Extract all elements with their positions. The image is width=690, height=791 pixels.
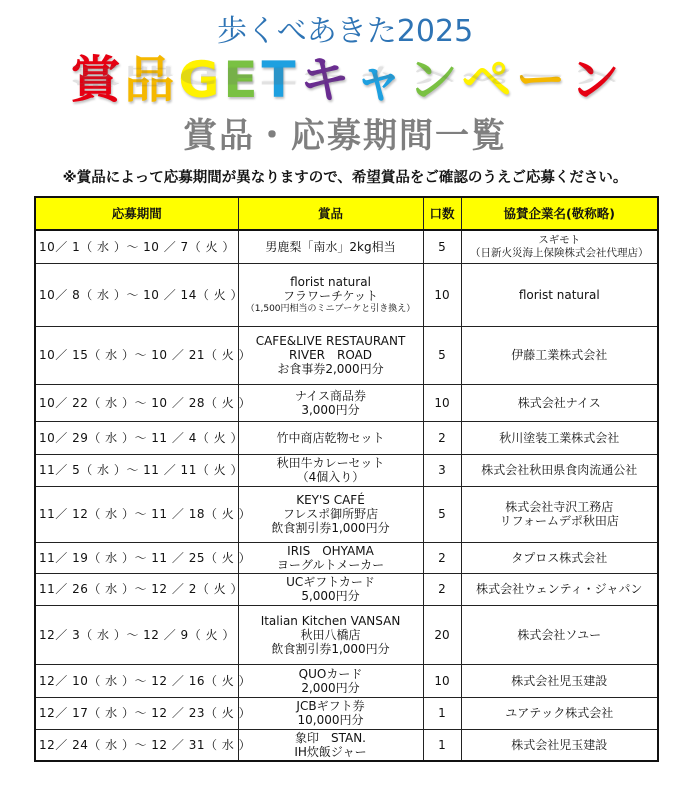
- prize-table: [34, 196, 659, 762]
- table-row: [35, 664, 658, 697]
- campaign-title-char: ャ ャ: [354, 52, 404, 108]
- sponsor-note: （日新火災海上保険株式会社代理店）: [470, 246, 649, 259]
- prize-line: 竹中商店乾物セット: [276, 430, 385, 445]
- campaign-title-char: G G: [178, 52, 219, 108]
- period-cell: 10／ 29（ 水 ）～ 11 ／ 4（ 火 ）: [35, 421, 238, 454]
- table-row: [35, 605, 658, 664]
- prize-line: 秋田八橋店: [300, 627, 361, 642]
- sponsor-line: ユアテック株式会社: [505, 706, 614, 720]
- prize-line: IRIS OHYAMA: [287, 543, 374, 558]
- count-cell: 2: [423, 421, 461, 454]
- prize-line: florist natural: [290, 274, 371, 289]
- sponsor-line: リフォームデポ秋田店: [499, 514, 619, 528]
- table-body: [35, 230, 658, 761]
- period-cell: 10／ 1（ 水 ）～ 10 ／ 7（ 火 ）: [35, 230, 238, 263]
- count-cell: 2: [423, 573, 461, 605]
- prize-cell: [238, 605, 423, 664]
- campaign-title-char: T T: [262, 52, 296, 108]
- column-header-period: 応募期間: [35, 197, 238, 230]
- prize-line: フラワーチケット: [283, 288, 378, 303]
- table-row: [35, 326, 658, 384]
- prize-line: QUOカード: [298, 666, 363, 681]
- prize-note: （1,500円相当のミニブーケと引き換え）: [245, 303, 416, 314]
- sponsor-cell: [461, 664, 658, 697]
- prize-line: 5,000円分: [301, 589, 360, 603]
- sponsor-cell: [461, 486, 658, 542]
- column-header-prize: 賞品: [238, 197, 423, 230]
- column-header-count: 口数: [423, 197, 461, 230]
- prize-line: 10,000円分: [297, 713, 364, 727]
- prize-line: 秋田牛カレーセット: [276, 456, 385, 470]
- count-cell: 5: [423, 486, 461, 542]
- period-cell: 10／ 15（ 水 ）～ 10 ／ 21（ 火 ）: [35, 326, 238, 384]
- prize-cell: [238, 542, 423, 573]
- campaign-title-char: ペ ペ: [462, 52, 512, 108]
- table-row: [35, 573, 658, 605]
- prize-cell: [238, 729, 423, 761]
- count-cell: 10: [423, 664, 461, 697]
- top-title: 歩くべあきた2025: [216, 14, 474, 49]
- sponsor-line: 株式会社寺沢工務店: [505, 500, 614, 514]
- sponsor-line: 株式会社児玉建設: [511, 673, 608, 688]
- sponsor-cell: [461, 454, 658, 486]
- prize-line: IH炊飯ジャー: [294, 744, 367, 759]
- prize-cell: [238, 230, 423, 263]
- table-row: [35, 542, 658, 573]
- sponsor-line: タプロス株式会社: [511, 550, 608, 565]
- prize-line: 3,000円分: [301, 402, 360, 417]
- prize-cell: [238, 263, 423, 326]
- table-row: [35, 454, 658, 486]
- period-cell: 12／ 17（ 水 ）～ 12 ／ 23（ 火 ）: [35, 697, 238, 729]
- prize-line: 飲食割引券1,000円分: [271, 521, 390, 535]
- sponsor-line: 株式会社ナイス: [517, 395, 601, 410]
- prize-line: JCBギフト券: [296, 699, 365, 713]
- count-cell: 3: [423, 454, 461, 486]
- count-cell: 10: [423, 263, 461, 326]
- sponsor-line: 株式会社秋田県食肉流通公社: [481, 463, 638, 477]
- prize-line: 飲食割引券1,000円分: [271, 641, 390, 656]
- period-cell: 11／ 26（ 水 ）～ 12 ／ 2（ 火 ）: [35, 573, 238, 605]
- sponsor-cell: [461, 384, 658, 421]
- campaign-title-char: ン ン: [570, 52, 620, 108]
- prize-line: UCギフトカード: [286, 575, 375, 589]
- campaign-title-char: キ キ: [300, 52, 350, 108]
- count-cell: 1: [423, 697, 461, 729]
- sponsor-line: 株式会社ソユー: [517, 627, 602, 642]
- prize-line: ナイス商品券: [294, 388, 367, 403]
- prize-line: 象印 STAN.: [294, 730, 367, 745]
- sponsor-cell: [461, 605, 658, 664]
- count-cell: 5: [423, 230, 461, 263]
- prize-line: （4個入り）: [296, 470, 365, 484]
- table-row: [35, 729, 658, 761]
- campaign-title: [0, 52, 690, 112]
- prize-cell: [238, 573, 423, 605]
- period-cell: 11／ 19（ 水 ）～ 11 ／ 25（ 火 ）: [35, 542, 238, 573]
- prize-line: KEY'S CAFÉ: [296, 493, 365, 507]
- count-cell: 10: [423, 384, 461, 421]
- campaign-title-char: 品 品: [124, 52, 174, 108]
- notice-text: ※賞品によって応募期間が異なりますので、希望賞品をご確認のうえご応募ください。: [62, 170, 628, 186]
- prize-line: フレスポ御所野店: [282, 507, 379, 521]
- table-row: [35, 486, 658, 542]
- campaign-title-char: 賞 賞: [70, 52, 120, 108]
- sponsor-cell: [461, 542, 658, 573]
- table-row: [35, 697, 658, 729]
- table-row: [35, 384, 658, 421]
- count-cell: 5: [423, 326, 461, 384]
- prize-cell: [238, 384, 423, 421]
- prize-line: お食事券2,000円分: [277, 362, 384, 376]
- campaign-title-char: ー ー: [516, 52, 566, 108]
- sponsor-line: スギモト: [538, 233, 581, 246]
- period-cell: 11／ 12（ 水 ）～ 11 ／ 18（ 火 ）: [35, 486, 238, 542]
- period-cell: 12／ 24（ 水 ）～ 12 ／ 31（ 水 ）: [35, 729, 238, 761]
- sponsor-cell: [461, 230, 658, 263]
- sponsor-line: 秋川塗装工業株式会社: [499, 430, 620, 445]
- count-cell: 20: [423, 605, 461, 664]
- table-header-row: [35, 197, 658, 230]
- prize-cell: [238, 326, 423, 384]
- page-title: 賞品・応募期間一覧: [183, 116, 507, 156]
- period-cell: 12／ 3（ 水 ）～ 12 ／ 9（ 火 ）: [35, 605, 238, 664]
- prize-cell: [238, 486, 423, 542]
- prize-cell: [238, 454, 423, 486]
- count-cell: 1: [423, 729, 461, 761]
- count-cell: 2: [423, 542, 461, 573]
- period-cell: 10／ 8（ 水 ）～ 10 ／ 14（ 火 ）: [35, 263, 238, 326]
- prize-line: ヨーグルトメーカー: [276, 557, 385, 572]
- sponsor-cell: [461, 573, 658, 605]
- table-row: [35, 421, 658, 454]
- sponsor-line: 伊藤工業株式会社: [511, 348, 608, 362]
- table-row: [35, 263, 658, 326]
- sponsor-cell: [461, 326, 658, 384]
- prize-cell: [238, 664, 423, 697]
- prize-line: 男鹿梨「南水」2kg相当: [265, 239, 396, 254]
- period-cell: 10／ 22（ 水 ）～ 10 ／ 28（ 火 ）: [35, 384, 238, 421]
- campaign-title-char: ン ン: [408, 52, 458, 108]
- sponsor-line: 株式会社児玉建設: [511, 737, 608, 752]
- period-cell: 12／ 10（ 水 ）～ 12 ／ 16（ 火 ）: [35, 664, 238, 697]
- prize-line: Italian Kitchen VANSAN: [260, 613, 401, 628]
- table-row: [35, 230, 658, 263]
- sponsor-cell: [461, 421, 658, 454]
- sponsor-cell: [461, 263, 658, 326]
- prize-cell: [238, 421, 423, 454]
- prize-line: 2,000円分: [301, 680, 360, 695]
- sponsor-cell: [461, 729, 658, 761]
- sponsor-line: florist natural: [518, 287, 600, 302]
- sponsor-cell: [461, 697, 658, 729]
- prize-cell: [238, 697, 423, 729]
- sponsor-line: 株式会社ウェンティ・ジャパン: [476, 582, 643, 596]
- prize-line: RIVER ROAD: [288, 348, 373, 362]
- campaign-title-char: E E: [223, 52, 257, 108]
- column-header-sponsor: 協賛企業名(敬称略): [461, 197, 658, 230]
- prize-line: CAFE&LIVE RESTAURANT: [255, 334, 406, 348]
- period-cell: 11／ 5（ 水 ）～ 11 ／ 11（ 火 ）: [35, 454, 238, 486]
